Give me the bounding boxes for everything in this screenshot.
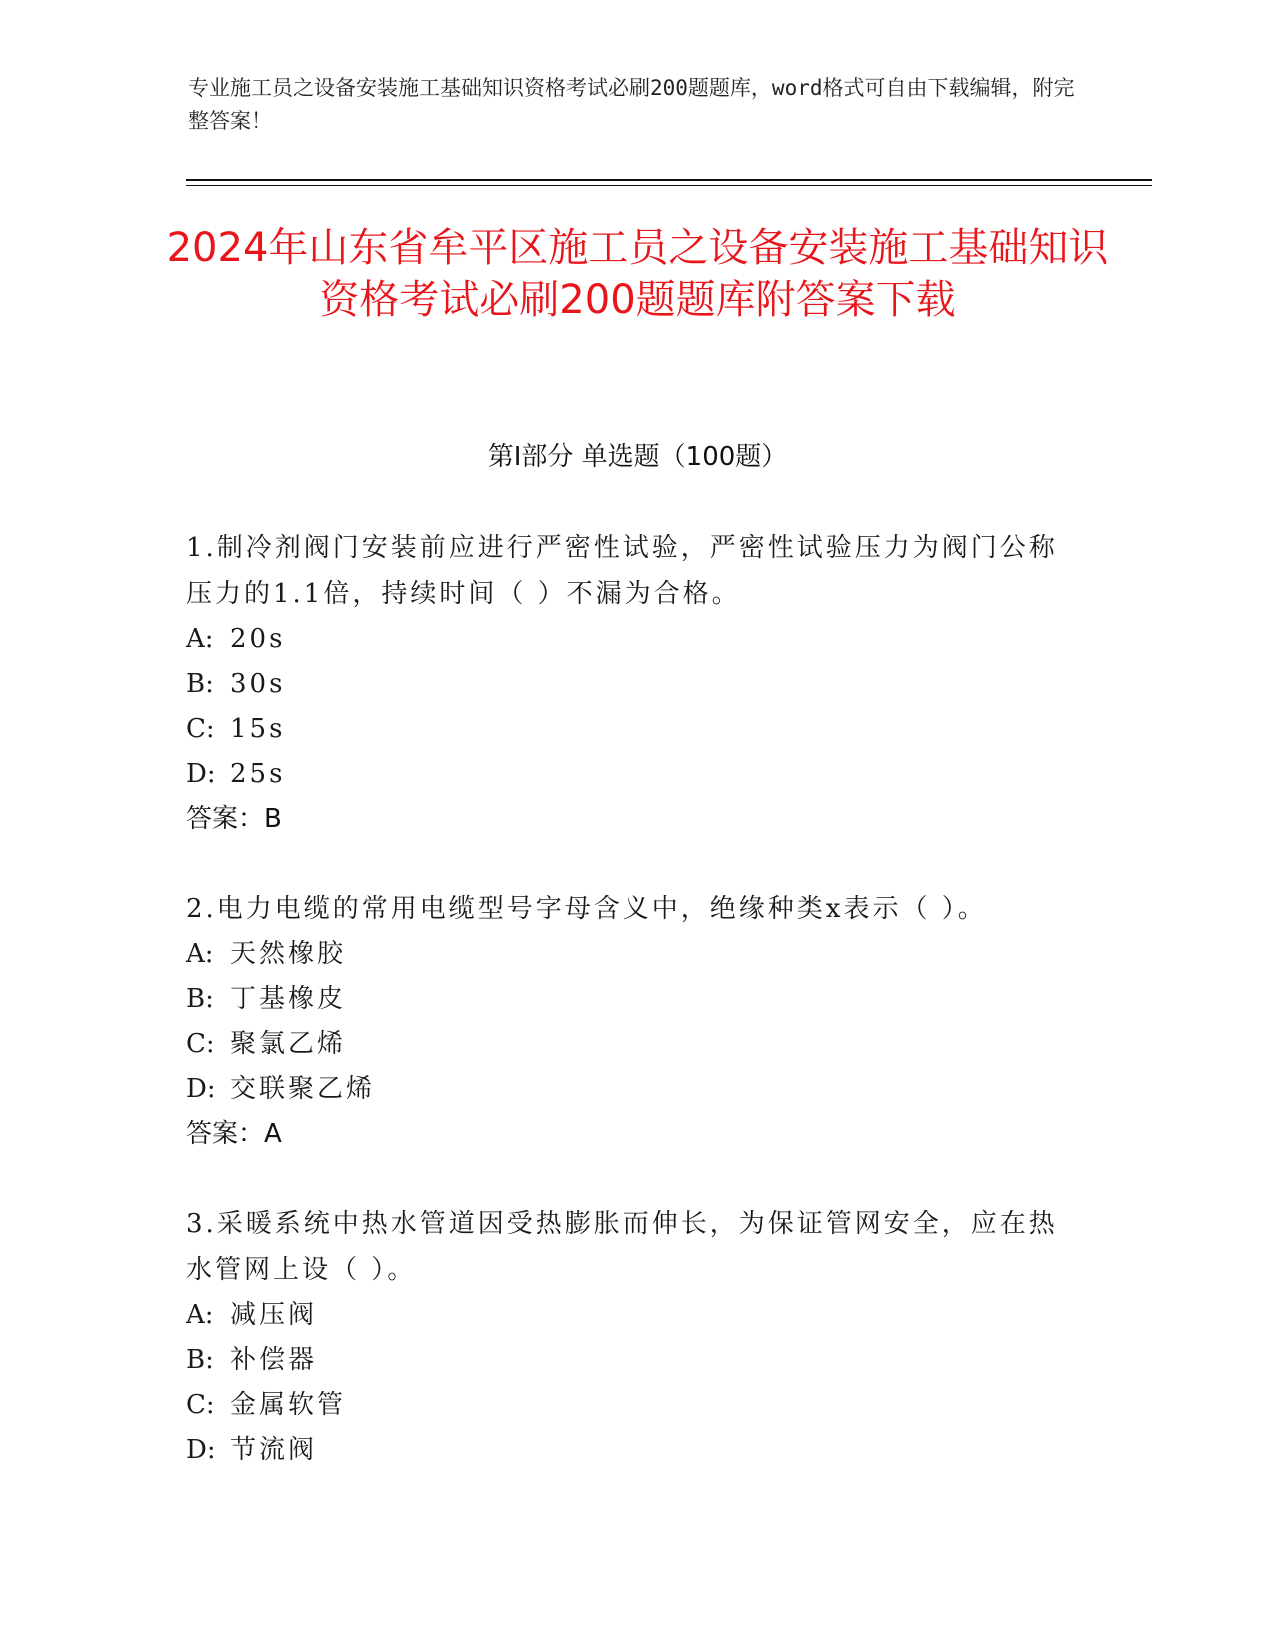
- option-c: [186, 707, 1086, 752]
- option-key: B:: [186, 984, 214, 1014]
- option-text: 丁基橡皮: [230, 984, 347, 1014]
- answer-value: B: [264, 804, 282, 834]
- option-text: 补偿器: [230, 1345, 318, 1375]
- section-heading: 第I部分 单选题（100题）: [487, 442, 788, 472]
- option-key: C:: [186, 1029, 215, 1059]
- header-divider-thin: [186, 185, 1152, 186]
- answer-label: 答案：: [186, 1119, 265, 1149]
- option-text: 减压阀: [230, 1300, 318, 1330]
- answer-label: 答案：: [186, 804, 265, 834]
- option-b: [186, 1338, 1086, 1383]
- option-key: D:: [186, 1435, 216, 1465]
- option-text: 15s: [230, 714, 286, 744]
- option-key: A:: [186, 1300, 214, 1330]
- option-text: 25s: [230, 759, 286, 789]
- header-divider-thick: [186, 179, 1152, 181]
- option-d: [186, 752, 1086, 797]
- option-key: A:: [186, 624, 214, 654]
- option-text: 天然橡胶: [230, 939, 347, 969]
- question-item: [186, 886, 1086, 1157]
- option-d: [186, 1428, 1086, 1473]
- option-a: [186, 1293, 1086, 1338]
- question-text: 2.电力电缆的常用电缆型号字母含义中，绝缘种类x表示（ ）。: [186, 894, 987, 924]
- option-b: [186, 662, 1086, 707]
- question-list: [186, 525, 1086, 1517]
- option-key: B:: [186, 669, 214, 699]
- option-text: 金属软管: [230, 1390, 347, 1420]
- option-text: 30s: [230, 669, 286, 699]
- question-text: 1.制冷剂阀门安装前应进行严密性试验，严密性试验压力为阀门公称压力的1.1倍，持续时间（ ）不漏为合格。: [186, 533, 1058, 609]
- answer-value: A: [264, 1119, 282, 1149]
- option-key: D:: [186, 1074, 216, 1104]
- option-c: [186, 1383, 1086, 1428]
- answer-line: [186, 1112, 1086, 1157]
- answer-line: [186, 797, 1086, 842]
- header-note: 专业施工员之设备安装施工基础知识资格考试必刷200题题库，word格式可自由下载编辑，附完整答案！: [188, 76, 1075, 133]
- option-text: 交联聚乙烯: [230, 1074, 376, 1104]
- option-text: 节流阀: [230, 1435, 318, 1465]
- option-key: C:: [186, 714, 215, 744]
- option-b: [186, 977, 1086, 1022]
- option-key: C:: [186, 1390, 215, 1420]
- option-c: [186, 1022, 1086, 1067]
- option-key: D:: [186, 759, 216, 789]
- option-key: B:: [186, 1345, 214, 1375]
- option-d: [186, 1067, 1086, 1112]
- document-title: 2024年山东省牟平区施工员之设备安装施工基础知识资格考试必刷200题题库附答案下载: [166, 225, 1109, 323]
- option-a: [186, 617, 1086, 662]
- question-item: [186, 1201, 1086, 1473]
- question-item: [186, 525, 1086, 842]
- option-text: 20s: [230, 624, 286, 654]
- option-text: 聚氯乙烯: [230, 1029, 347, 1059]
- question-text: 3.采暖系统中热水管道因受热膨胀而伸长，为保证管网安全，应在热水管网上设（ ）。: [186, 1209, 1058, 1285]
- option-a: [186, 932, 1086, 977]
- option-key: A:: [186, 939, 214, 969]
